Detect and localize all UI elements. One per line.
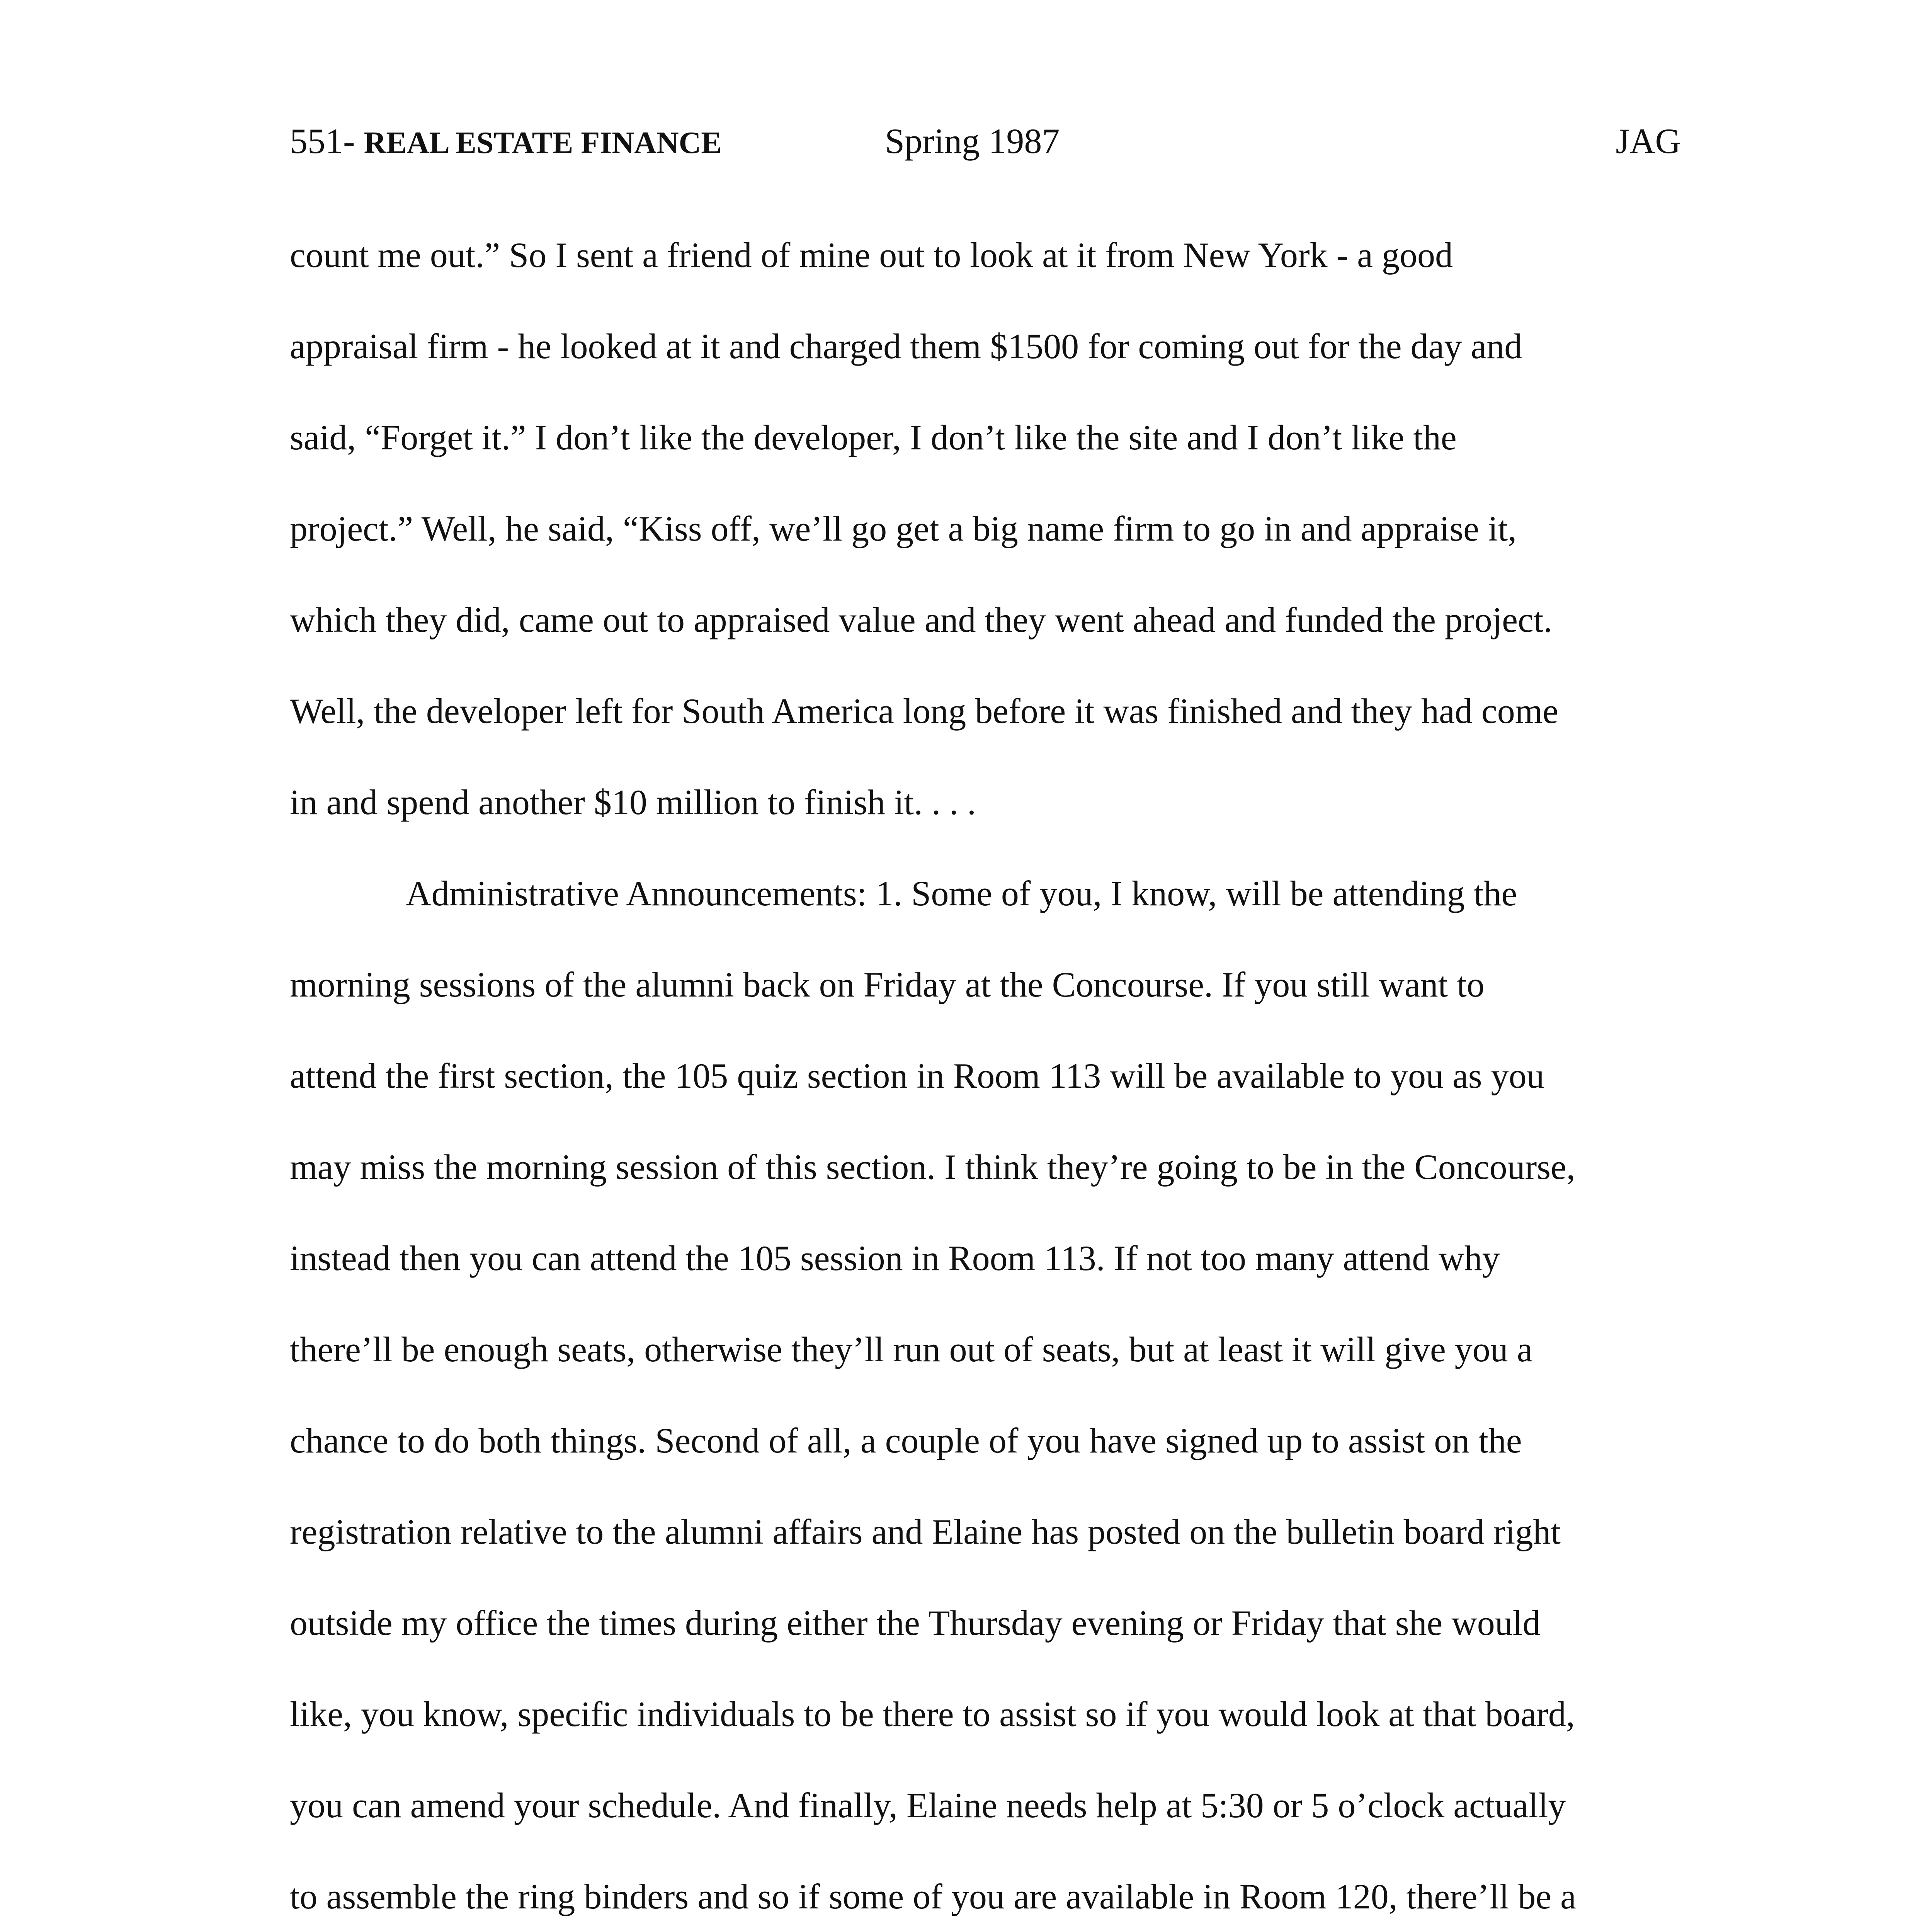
text-line-2: appraisal firm - he looked at it and charged them $1500 for coming out for the day and bbox=[290, 327, 1522, 366]
course-title: REAL ESTATE FINANCE bbox=[364, 126, 722, 160]
author-initials: JAG bbox=[1616, 121, 1681, 161]
text-line-16: outside my office the times during either the Thursday evening or Friday that she would bbox=[290, 1603, 1541, 1643]
course-number: 551- bbox=[290, 121, 364, 161]
text-line-1: count me out.” So I sent a friend of mine out to look at it from New York - a good bbox=[290, 235, 1453, 275]
transcript-body bbox=[290, 226, 1681, 1932]
text-line-3: said, “Forget it.” I don’t like the developer, I don’t like the site and I don’t like the bbox=[290, 418, 1457, 457]
text-line-19: to assemble the ring binders and so if some of you are available in Room 120, there’ll be a bbox=[290, 1877, 1576, 1916]
text-line-5: which they did, came out to appraised value and they went ahead and funded the project. bbox=[290, 600, 1553, 639]
course-heading bbox=[290, 114, 722, 170]
text-line-7: in and spend another $10 million to finish it. . . . bbox=[290, 782, 976, 822]
text-line-10: attend the first section, the 105 quiz section in Room 113 will be available to you as you bbox=[290, 1056, 1544, 1095]
text-line-17: like, you know, specific individuals to be there to assist so if you would look at that board, bbox=[290, 1694, 1575, 1734]
text-line-4: project.” Well, he said, “Kiss off, we’ll go get a big name firm to go in and appraise it, bbox=[290, 509, 1517, 548]
page-header bbox=[290, 114, 1681, 168]
text-line-13: there’ll be enough seats, otherwise they’ll run out of seats, but at least it will give you a bbox=[290, 1330, 1533, 1369]
text-line-14: chance to do both things. Second of all, a couple of you have signed up to assist on the bbox=[290, 1421, 1522, 1460]
text-line-12: instead then you can attend the 105 session in Room 113. If not too many attend why bbox=[290, 1238, 1500, 1278]
text-line-8: Administrative Announcements: 1. Some of you, I know, will be attending the bbox=[406, 874, 1517, 913]
term-label: Spring 1987 bbox=[885, 121, 1060, 161]
text-line-9: morning sessions of the alumni back on Friday at the Concourse. If you still want to bbox=[290, 965, 1485, 1004]
text-line-11: may miss the morning session of this section. I think they’re going to be in the Concourse, bbox=[290, 1147, 1575, 1187]
text-line-6: Well, the developer left for South America long before it was finished and they had come bbox=[290, 691, 1559, 731]
text-line-18: you can amend your schedule. And finally, Elaine needs help at 5:30 or 5 o’clock actually bbox=[290, 1786, 1566, 1825]
text-line-15: registration relative to the alumni affairs and Elaine has posted on the bulletin board right bbox=[290, 1512, 1561, 1551]
